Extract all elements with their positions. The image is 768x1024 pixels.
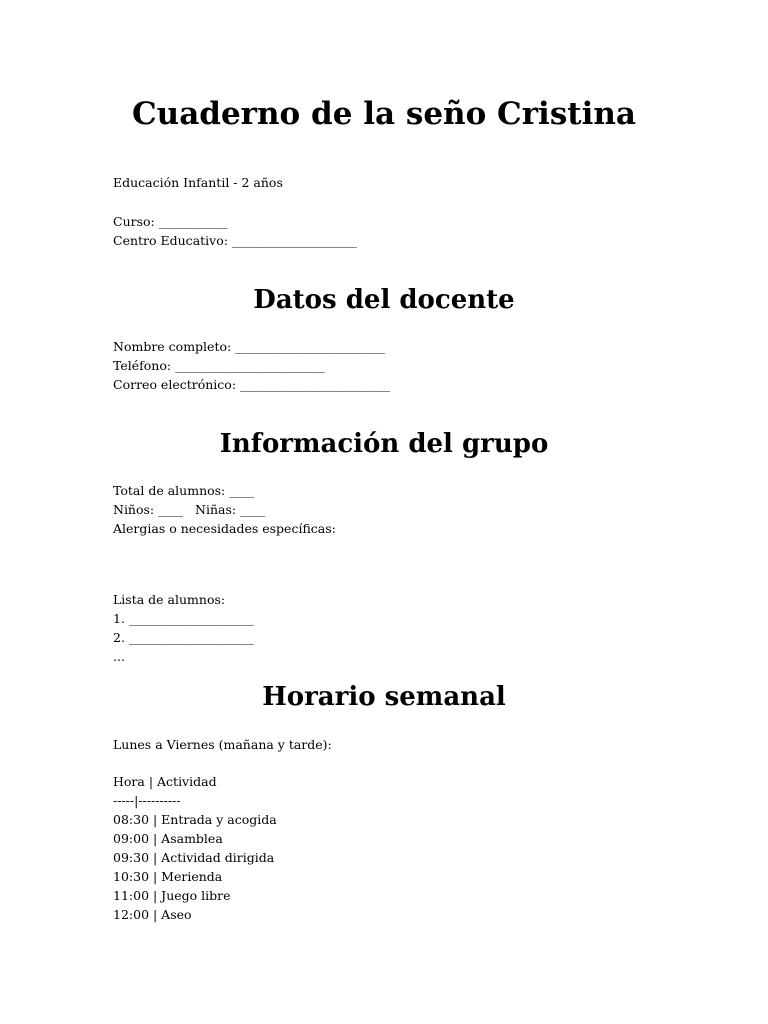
list-item: 1. ____________________ — [113, 611, 254, 626]
table-header: Hora | Actividad — [113, 774, 217, 789]
ninos-ninas-field: Niños: ____ Niñas: ____ — [113, 502, 266, 517]
page-title: Cuaderno de la seño Cristina — [131, 96, 637, 132]
lista-label: Lista de alumnos: — [113, 592, 226, 607]
list-item: 2. ____________________ — [113, 630, 254, 645]
table-row: 10:30 | Merienda — [113, 869, 223, 884]
curso-field: Curso: ___________ — [113, 214, 228, 229]
section-heading-docente: Datos del docente — [253, 285, 515, 315]
nombre-field: Nombre completo: ________________________ — [113, 339, 386, 354]
centro-field: Centro Educativo: ____________________ — [113, 233, 357, 248]
alergias-field: Alergias o necesidades específicas: — [113, 521, 336, 536]
table-row: 09:00 | Asamblea — [113, 831, 223, 846]
table-row: 08:30 | Entrada y acogida — [113, 812, 277, 827]
telefono-field: Teléfono: ________________________ — [113, 358, 326, 373]
section-heading-horario: Horario semanal — [262, 682, 506, 712]
table-row: 09:30 | Actividad dirigida — [113, 850, 275, 865]
list-item: ... — [113, 649, 125, 664]
table-separator: -----|---------- — [113, 793, 181, 808]
section-heading-grupo: Información del grupo — [219, 429, 549, 459]
table-row: 11:00 | Juego libre — [113, 888, 231, 903]
table-row: 12:00 | Aseo — [113, 907, 192, 922]
total-alumnos-field: Total de alumnos: ____ — [113, 483, 255, 498]
subtitle: Educación Infantil - 2 años — [113, 175, 283, 190]
horario-intro: Lunes a Viernes (mañana y tarde): — [113, 737, 332, 752]
correo-field: Correo electrónico: ________________________ — [113, 377, 391, 392]
